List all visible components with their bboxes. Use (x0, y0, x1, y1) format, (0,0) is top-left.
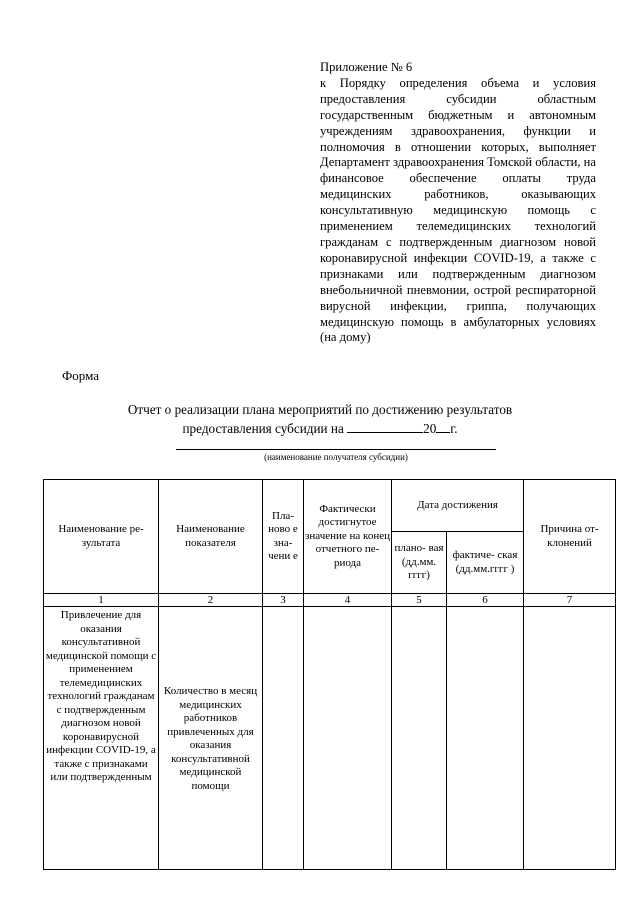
header-indicator-name: Наименование показателя (159, 480, 263, 594)
header-actual-value: Фактически достигнутое значение на конец отчетного пе- риода (304, 480, 392, 594)
table-row (44, 607, 616, 870)
report-title-prefix: предоставления субсидии на (182, 421, 344, 436)
header-deviation-reason: Причина от- клонений (524, 480, 616, 594)
recipient-name-line[interactable] (176, 449, 496, 450)
header-planned-value: Пла- ново е зна- чени е (263, 480, 304, 594)
appendix-text: к Порядку определения объема и условия предоставления субсидии областным государственным бюджетным и автономным учреждениям здравоохранения, функции и полномочия в отношении которых, выполняет Департамент здравоохранения Томской области, на финансовое обеспечение оплаты труда медицинских работников, оказывающих консультативную медицинскую помощь с применением телемедицинских технологий гражданам с подтвержденным диагнозом новой коронавирусной инфекции COVID-19, а также с признаками или подтвержденным диагнозом внебольничной пневмонии, острой респираторной вирусной инфекции, гриппа, получающих медицинскую помощь в амбулаторных условиях (на дому) (320, 75, 596, 345)
header-result-name: Наименование ре- зультата (44, 480, 159, 594)
appendix-number: Приложение № 6 (320, 60, 413, 74)
actual-value-cell[interactable] (304, 607, 392, 870)
planned-date-cell[interactable] (392, 607, 447, 870)
year-blank[interactable] (436, 420, 450, 433)
report-table (43, 479, 616, 870)
subsidy-purpose-blank[interactable] (347, 420, 423, 433)
deviation-reason-cell[interactable] (524, 607, 616, 870)
column-number: 1 (44, 594, 159, 607)
column-number: 3 (263, 594, 304, 607)
report-title-line2 (40, 419, 600, 438)
column-number: 6 (447, 594, 524, 607)
year-suffix: г. (450, 421, 458, 436)
header-actual-date: фактиче- ская (дд.мм.гггг ) (447, 532, 524, 594)
form-label: Форма (62, 368, 99, 383)
column-number: 7 (524, 594, 616, 607)
appendix-block (320, 60, 596, 346)
actual-date-cell[interactable] (447, 607, 524, 870)
report-title-line1: Отчет о реализации плана мероприятий по достижению результатов (127, 402, 513, 417)
column-number-row (44, 594, 616, 607)
header-achievement-date: Дата достижения (392, 480, 524, 532)
column-number: 2 (159, 594, 263, 607)
report-title (40, 400, 600, 438)
column-number: 4 (304, 594, 392, 607)
result-cell: Привлечение для оказания консультативной медицинской помощи с применением телемедицинских технологий гражданам с подтвержденным диагнозом новой коронавирусной инфекции COVID-19, а также с признаками или подтвержденным (44, 607, 159, 870)
column-number: 5 (392, 594, 447, 607)
header-row-1 (44, 480, 616, 532)
indicator-cell: Количество в месяц медицинских работников привлеченных для оказания консультативной медицинской помощи (159, 607, 263, 870)
planned-value-cell[interactable] (263, 607, 304, 870)
year-prefix: 20 (423, 421, 437, 436)
header-planned-date: плано- вая (дд.мм. гггг) (392, 532, 447, 594)
recipient-caption: (наименование получателя субсидии) (264, 452, 408, 462)
